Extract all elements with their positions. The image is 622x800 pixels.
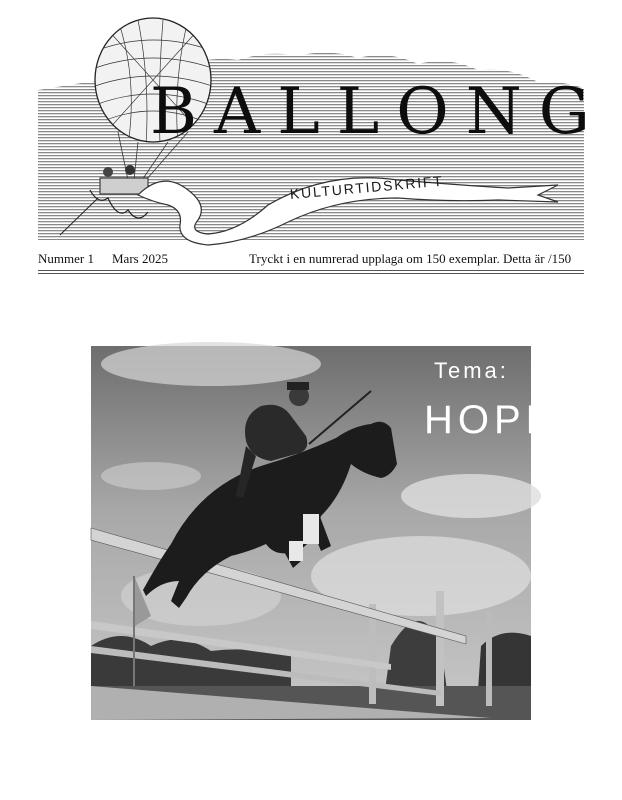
cover-photo [91,346,558,720]
issue-date: Mars 2025 [112,251,168,266]
divider-rule [38,273,584,274]
issue-number: Nummer 1 [38,251,94,266]
magazine-subtitle: KULTURTIDSKRIFT [289,172,445,202]
copy-count: /150 [548,251,572,266]
masthead [38,20,607,250]
theme-label: Tema: [434,358,509,383]
theme-word: HOPP [424,398,558,442]
divider-rule [38,270,584,271]
magazine-title: BALLONG [150,75,607,149]
edition-note: Tryckt i en numrerad upplaga om 150 exemplar. Detta är [249,251,545,266]
